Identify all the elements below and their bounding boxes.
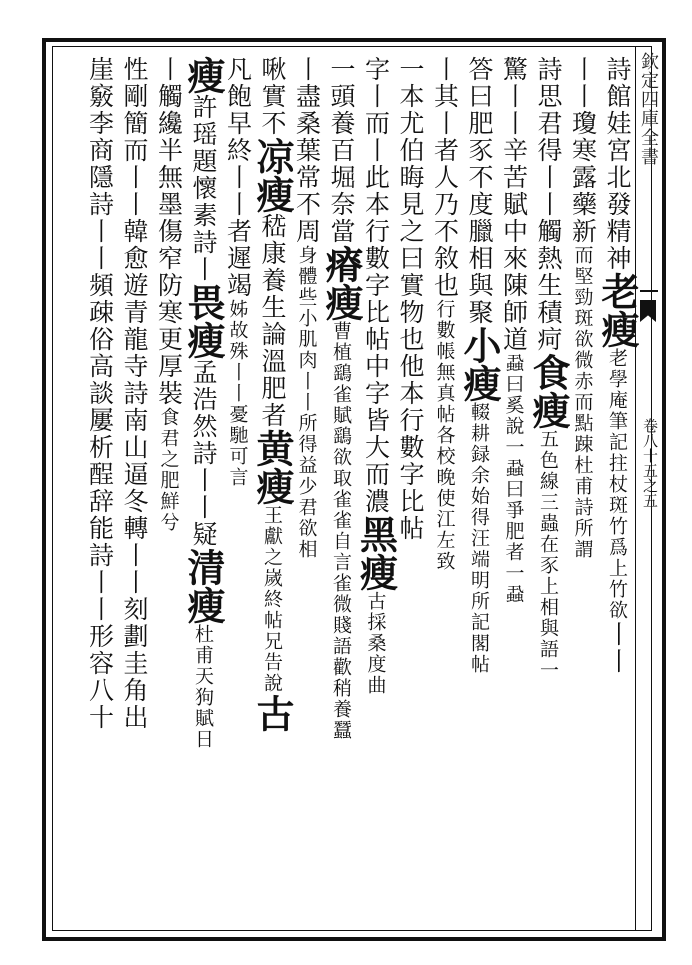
text-column xyxy=(426,56,464,926)
body-text: 一本尤伯晦見之曰實物也他本行數字比帖 xyxy=(396,56,425,542)
text-column xyxy=(250,56,295,926)
text-column xyxy=(115,56,153,926)
text-column xyxy=(181,56,226,926)
text-column xyxy=(564,56,602,926)
body-text: 凡飽 xyxy=(223,56,253,110)
body-text: 許瑶題懷素詩丨 xyxy=(189,94,218,283)
text-column xyxy=(319,56,364,926)
headword-glyph: 瘦 xyxy=(181,586,226,624)
headword-glyph: 黑 xyxy=(353,515,399,553)
annotation-text: 蝨曰奚說一蝨曰爭肥者一蝨 xyxy=(502,353,525,605)
body-text: 嵇康養生論溫肥者 xyxy=(258,213,287,429)
headword-glyph: 瘦 xyxy=(319,283,364,321)
headword-glyph: 清 xyxy=(181,548,226,586)
text-column xyxy=(219,56,257,926)
headword-glyph: 黄 xyxy=(250,429,295,467)
headword-glyph: 凉 xyxy=(250,137,295,175)
annotation-text: 行數帳無真帖各校晚使江左致 xyxy=(433,299,456,572)
annotation-text: 而堅勁斑欲微赤而點踈杜甫詩所謂 xyxy=(571,245,594,560)
body-text: 丨觸纔半無墨 xyxy=(154,56,184,218)
body-text: 字丨而丨此本行數字比帖中字皆大而濃 xyxy=(361,56,391,515)
annotation-text: 五色線三蟲在豕上相與語一 xyxy=(537,429,559,681)
text-column xyxy=(495,56,533,926)
headword-glyph: 畏 xyxy=(181,283,226,321)
headword-glyph: 瘦 xyxy=(250,467,295,505)
text-column xyxy=(391,56,429,926)
body-text: 一頭養百堀奈當 xyxy=(327,56,356,245)
body-text: 丨丨 xyxy=(603,621,632,675)
annotation-text: 王獻之嵗終帖兄告說 xyxy=(261,505,283,694)
headword-glyph: 瘦 xyxy=(353,553,399,591)
headword-glyph: 瘠 xyxy=(319,245,364,283)
headword-glyph: 瘦 xyxy=(250,175,295,213)
headword-glyph: 瘦 xyxy=(526,391,571,429)
body-text: 傷窄防寒更厚裝 xyxy=(154,218,184,407)
body-text: 驚丨丨辛苦賦中來陳師道 xyxy=(499,56,529,353)
annotation-text: 老學庵筆記拄杖斑竹爲上竹欲 xyxy=(606,348,628,621)
body-text: 丨盡桑葉常不周 xyxy=(292,56,322,245)
headword-glyph: 瘦 xyxy=(457,364,502,402)
annotation-text: 古採桑度曲 xyxy=(364,591,387,696)
body-text: 崖竅李商隱詩丨丨頻疎俗高談屢析酲辞能詩丨丨形容八十 xyxy=(85,56,115,731)
text-column xyxy=(353,56,399,926)
body-text: 答曰肥豕不度臘相與聚 xyxy=(465,56,494,326)
headword-glyph: 古 xyxy=(250,694,295,732)
body-text: 性剛簡而丨丨韓愈遊青龍寺詩南山逼冬轉丨丨刻劃圭角出 xyxy=(120,56,149,731)
margin-divider xyxy=(640,290,658,292)
annotation-text: 食君之肥鮮兮 xyxy=(157,407,180,533)
headword-glyph: 小 xyxy=(457,326,502,364)
annotation-text: 杜甫天狗賦日 xyxy=(192,624,214,750)
text-column xyxy=(595,56,640,926)
annotation-text: 姊故殊丨丨憂馳可言 xyxy=(226,299,249,488)
headword-glyph: 老 xyxy=(595,272,640,310)
annotation-text: 語歡稍養蠶 xyxy=(330,636,352,741)
text-column xyxy=(526,56,571,926)
body-text: 早終丨丨者遲竭 xyxy=(223,110,253,299)
annotation-text: 身體些小肌肉丨丨所得益少君欲相 xyxy=(295,245,318,560)
text-column xyxy=(150,56,188,926)
margin-book-title: 欽定四庫全書 xyxy=(638,52,659,166)
body-text: 孟浩然詩丨丨疑 xyxy=(189,359,218,548)
headword-glyph: 瘦 xyxy=(181,321,226,359)
body-text: 丨丨瓊寒露藥新 xyxy=(568,56,598,245)
annotation-text: 曹植鷂雀賦鷂欲取雀雀自言雀微賤 xyxy=(330,321,352,636)
body-text: 詩館娃宮北發精神 xyxy=(603,56,632,272)
headword-glyph: 食 xyxy=(526,353,571,391)
margin-volume-label: 卷八十五之五 xyxy=(641,418,659,508)
text-column xyxy=(457,56,502,926)
body-text: 詩思君得丨丨觸熱生積疴 xyxy=(534,56,563,353)
annotation-text: 輟耕録余始得汪端明所記閣帖 xyxy=(468,402,490,675)
body-text: 丨其丨者人乃不敘也 xyxy=(430,56,460,299)
headword-glyph: 瘦 xyxy=(595,310,640,348)
headword-glyph: 瘦 xyxy=(181,56,226,94)
body-text: 啾實不 xyxy=(258,56,287,137)
text-column xyxy=(81,56,119,926)
